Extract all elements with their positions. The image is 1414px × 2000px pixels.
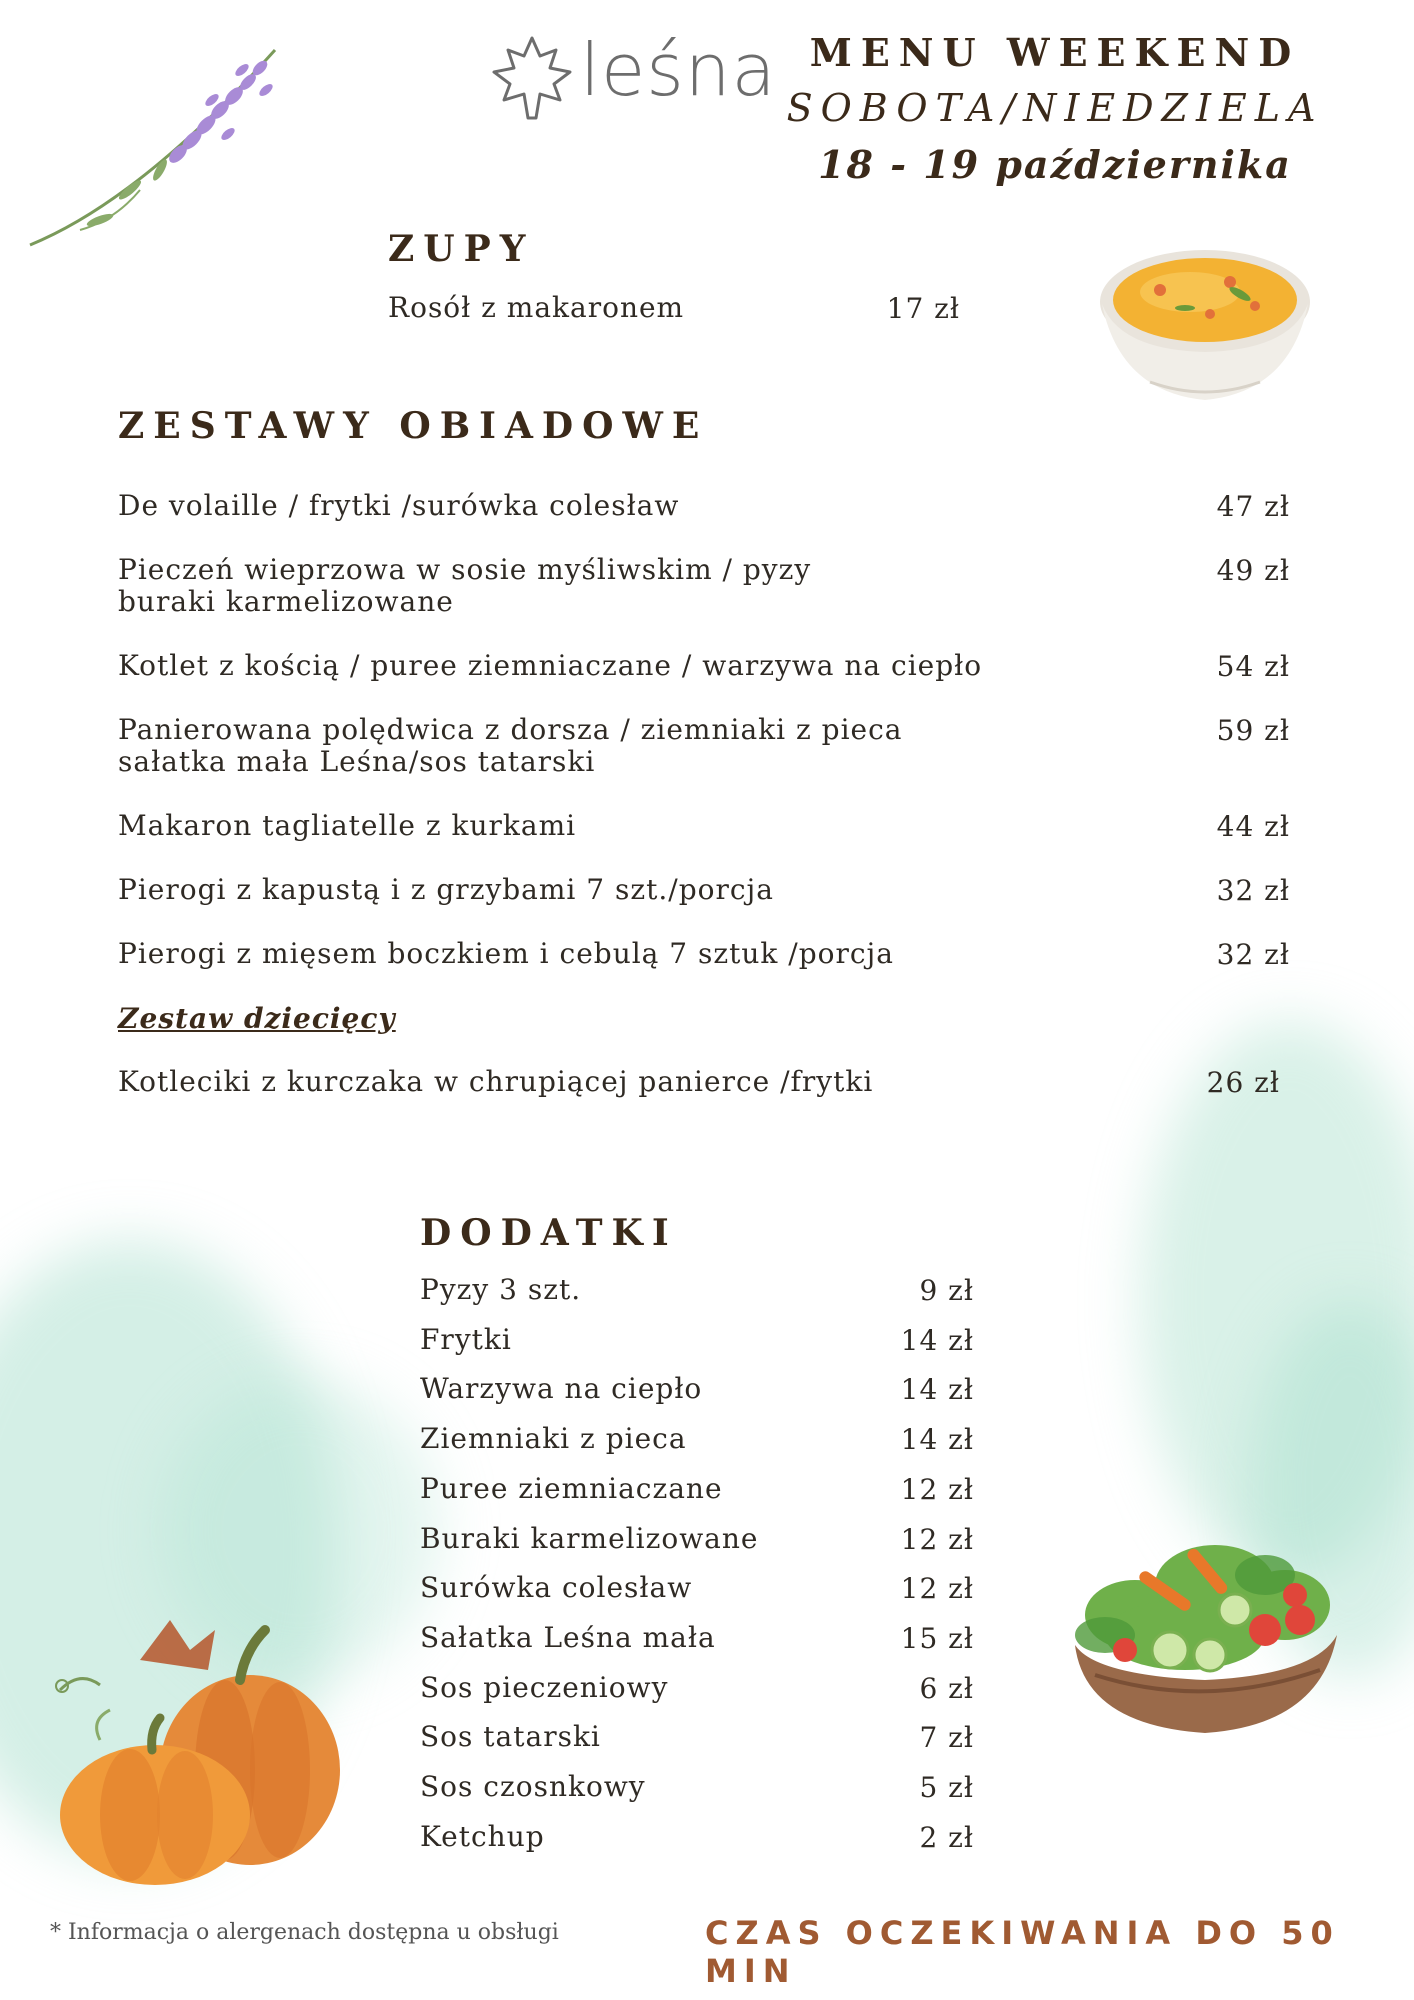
side-dish-price: 12 zł [900, 1572, 974, 1605]
side-dish-name: Buraki karmelizowane [420, 1522, 759, 1555]
menu-date: 18 - 19 października [818, 142, 1292, 187]
menu-item-price: 32 zł [1216, 874, 1290, 907]
side-dish-price: 14 zł [900, 1324, 974, 1357]
menu-item-price: 17 zł [886, 292, 960, 325]
side-dish-name: Frytki [420, 1323, 512, 1356]
side-dish-price: 14 zł [900, 1373, 974, 1406]
menu-item-name: Kotleciki z kurczaka w chrupiącej panierce /frytki [118, 1065, 874, 1098]
menu-item-price: 49 zł [1216, 554, 1290, 587]
salad-bowl-illustration [1065, 1525, 1345, 1755]
side-dish-name: Pyzy 3 szt. [420, 1273, 582, 1306]
menu-item-price: 32 zł [1216, 938, 1290, 971]
menu-item-price: 26 zł [1206, 1066, 1280, 1099]
side-dish-name: Warzywa na ciepło [420, 1372, 703, 1405]
brand-logo-text: leśna [580, 28, 777, 112]
side-dish-name: Sałatka Leśna mała [420, 1621, 716, 1654]
side-dish-price: 7 zł [919, 1721, 974, 1754]
side-dish-price: 14 zł [900, 1423, 974, 1456]
menu-item-name: Kotlet z kością / puree ziemniaczane / warzywa na ciepło [118, 649, 983, 682]
menu-title: MENU WEEKEND [809, 30, 1301, 75]
side-dish-name: Surówka colesław [420, 1571, 693, 1604]
lavender-illustration [20, 30, 290, 260]
side-dish-name: Ketchup [420, 1820, 545, 1853]
menu-item-name: Pierogi z kapustą i z grzybami 7 szt./porcja [118, 873, 774, 906]
side-dish-price: 12 zł [900, 1523, 974, 1556]
menu-item-price: 59 zł [1216, 714, 1290, 747]
soup-bowl-illustration [1090, 232, 1320, 412]
side-dish-price: 12 zł [900, 1473, 974, 1506]
side-dish-price: 2 zł [919, 1821, 974, 1854]
side-dish-price: 9 zł [919, 1274, 974, 1307]
menu-item-price: 47 zł [1216, 490, 1290, 523]
menu-item-name-line2: sałatka mała Leśna/sos tatarski [118, 745, 596, 778]
side-dish-name: Sos tatarski [420, 1720, 601, 1753]
wait-time-notice: CZAS OCZEKIWANIA DO 50 MIN [705, 1914, 1340, 1990]
side-dish-price: 6 zł [919, 1672, 974, 1705]
menu-item-name: Pierogi z mięsem boczkiem i cebulą 7 sztuk /porcja [118, 937, 894, 970]
side-dish-name: Ziemniaki z pieca [420, 1422, 687, 1455]
section-title-zupy: ZUPY [388, 228, 535, 270]
menu-item-name: Panierowana polędwica z dorsza / ziemniaki z pieca [118, 713, 903, 746]
side-dish-name: Puree ziemniaczane [420, 1472, 723, 1505]
menu-item-name: Rosół z makaronem [388, 291, 685, 324]
menu-item-price: 44 zł [1216, 810, 1290, 843]
allergen-note: * Informacja o alergenach dostępna u obsługi [50, 1920, 559, 1945]
pumpkins-illustration [40, 1590, 350, 1890]
side-dish-price: 5 zł [919, 1771, 974, 1804]
side-dish-name: Sos czosnkowy [420, 1770, 646, 1803]
section-title-dodatki: DODATKI [420, 1212, 678, 1254]
menu-item-name: De volaille / frytki /surówka colesław [118, 489, 680, 522]
maple-leaf-logo-icon [490, 34, 574, 122]
kids-set-title: Zestaw dziecięcy [118, 1002, 396, 1035]
menu-days: SOBOTA/NIEDZIELA [786, 86, 1324, 130]
side-dish-price: 15 zł [900, 1622, 974, 1655]
menu-item-name-line2: buraki karmelizowane [118, 585, 454, 618]
menu-item-name: Pieczeń wieprzowa w sosie myśliwskim / pyzy [118, 553, 812, 586]
menu-item-price: 54 zł [1216, 650, 1290, 683]
section-title-zestawy: ZESTAWY OBIADOWE [118, 405, 709, 447]
menu-item-name: Makaron tagliatelle z kurkami [118, 809, 577, 842]
side-dish-name: Sos pieczeniowy [420, 1671, 669, 1704]
